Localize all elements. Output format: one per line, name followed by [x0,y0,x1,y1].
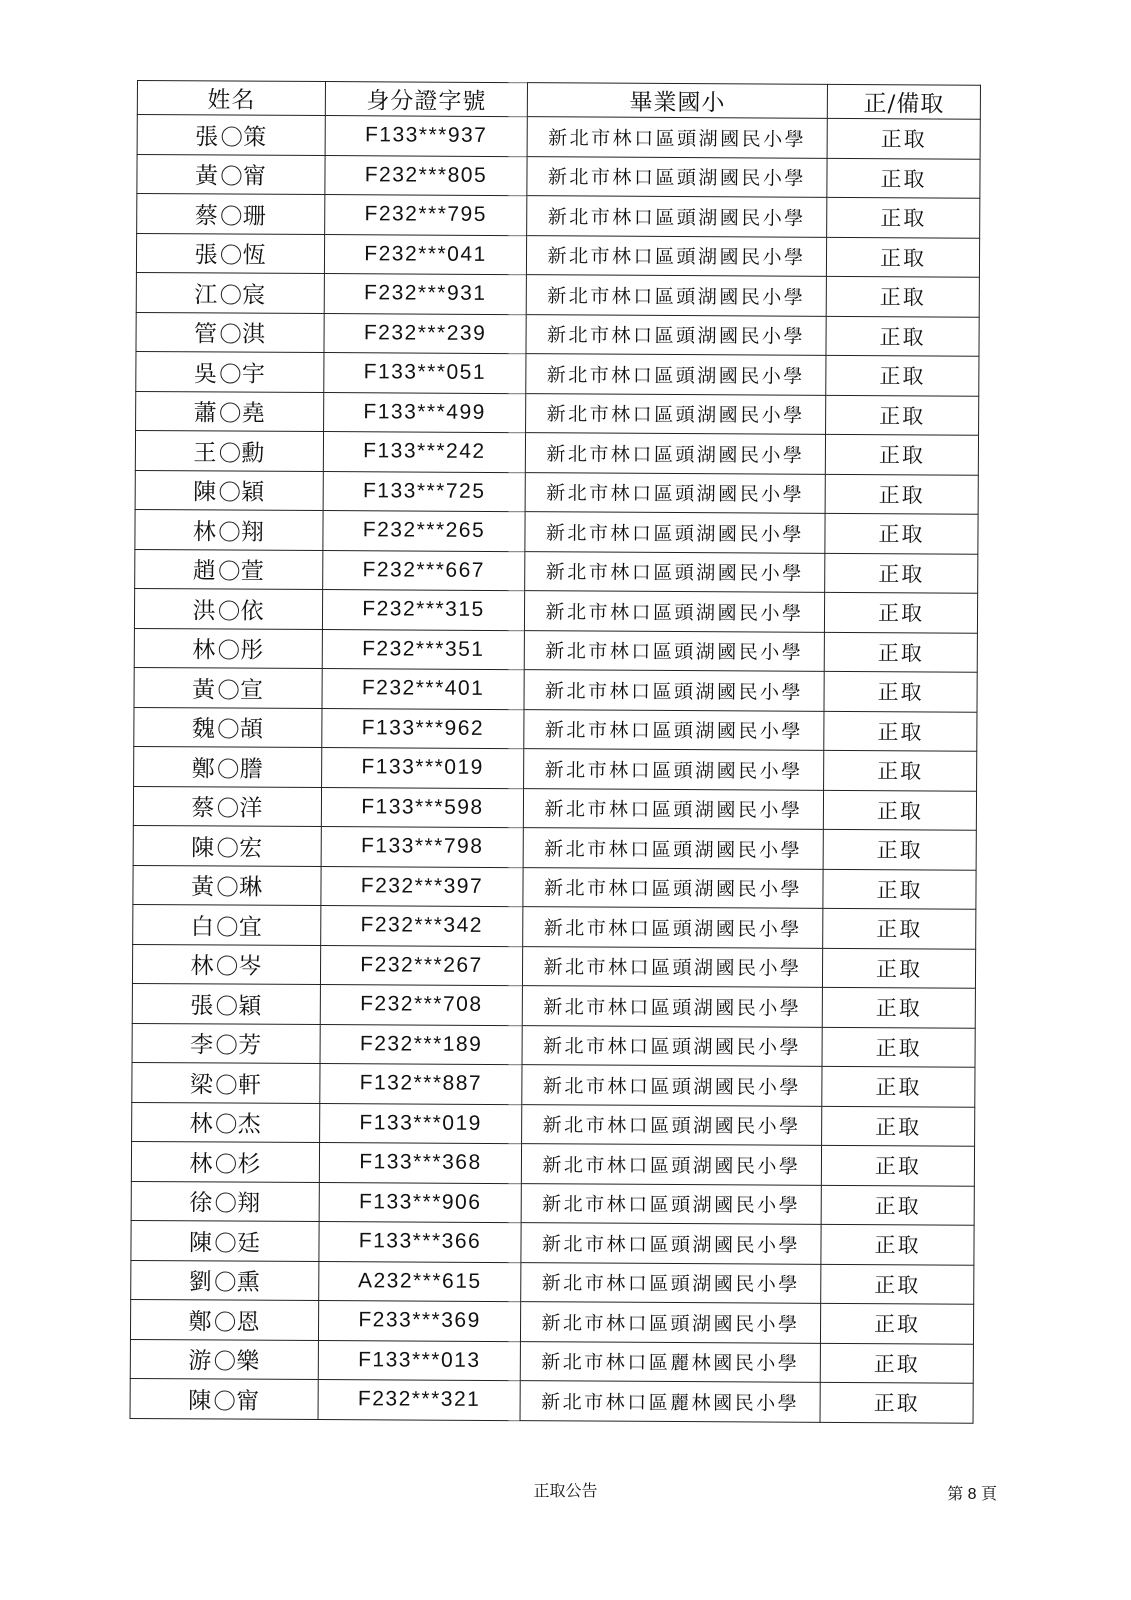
surname: 蔡 [194,203,219,230]
id-number-cell: F133***598 [321,787,523,828]
student-name-cell [130,1339,318,1380]
table-row [133,904,976,948]
name-mask-circle-icon [220,363,240,383]
school-cell: 新北市林口區頭湖國民小學 [525,551,825,592]
student-name-cell [136,233,324,274]
table-row [136,233,979,277]
table-row [137,115,980,159]
status-cell: 正取 [820,1343,973,1383]
name-mask-circle-icon [219,521,239,541]
given-name: 宏 [239,835,264,862]
given-name: 彤 [240,637,265,664]
id-number-cell: F133***051 [324,353,526,394]
surname: 鄭 [191,756,216,783]
table-row [132,1023,975,1067]
id-number-cell: F133***937 [325,116,527,157]
student-name-cell [131,1260,319,1301]
surname: 黃 [194,163,220,190]
id-number-cell: F133***368 [319,1143,521,1184]
table-header-row [137,81,980,120]
table-row [130,1339,973,1383]
name-mask-circle-icon [215,1153,235,1173]
status-cell: 正取 [822,948,975,988]
status-cell: 正取 [821,1264,974,1304]
id-number-cell: F232***351 [322,629,524,670]
student-name-cell [134,588,322,629]
status-cell: 正取 [822,1027,975,1067]
status-cell: 正取 [826,276,979,316]
school-cell: 新北市林口區頭湖國民小學 [526,275,826,316]
table-row [135,509,978,553]
status-cell: 正取 [825,513,978,553]
table-row [136,312,979,356]
student-name-cell [132,983,320,1024]
name-mask-circle-icon [214,1351,234,1371]
header-name: 姓名 [137,81,325,116]
table-row [137,194,980,238]
name-mask-circle-icon [217,798,237,818]
given-name: 岑 [238,953,263,980]
table-row [133,786,976,830]
name-mask-circle-icon [219,442,239,462]
student-name-cell [133,904,321,945]
table-row [134,667,977,711]
name-mask-circle-icon [220,284,240,304]
id-number-cell: F232***795 [325,195,527,236]
table-row [136,391,979,435]
given-name: 杉 [237,1151,262,1178]
given-name: 穎 [241,479,266,506]
name-mask-circle-icon [217,877,237,897]
status-cell: 正取 [821,1145,974,1185]
student-name-cell [132,1062,320,1103]
school-cell: 新北市林口區頭湖國民小學 [526,314,826,355]
given-name: 甯 [242,163,268,190]
surname: 趙 [192,558,217,585]
student-name-cell [130,1299,318,1340]
given-name: 宇 [241,361,266,388]
status-cell: 正取 [821,1224,974,1264]
id-number-cell: F133***019 [320,1103,522,1144]
surname: 林 [189,1111,214,1138]
surname: 林 [189,1151,214,1178]
id-number-cell: F233***369 [318,1301,520,1342]
id-number-cell: F232***401 [322,669,524,710]
school-cell: 新北市林口區頭湖國民小學 [527,117,827,158]
table-row [136,351,979,395]
student-name-cell [133,786,321,827]
id-number-cell: F133***019 [322,748,524,789]
school-cell: 新北市林口區頭湖國民小學 [527,196,827,237]
id-number-cell: F232***265 [323,511,525,552]
surname: 蔡 [191,795,216,822]
school-cell: 新北市林口區頭湖國民小學 [524,630,824,671]
school-cell: 新北市林口區頭湖國民小學 [526,235,826,276]
id-number-cell: F133***366 [319,1222,521,1263]
status-cell: 正取 [821,1185,974,1225]
table-row [137,154,980,198]
name-mask-circle-icon [216,956,236,976]
name-mask-circle-icon [216,1114,236,1134]
id-number-cell: A232***615 [319,1261,521,1302]
given-name: 宣 [240,677,265,704]
status-cell: 正取 [820,1382,973,1422]
student-name-cell [134,667,322,708]
status-cell: 正取 [822,987,975,1027]
school-cell: 新北市林口區頭湖國民小學 [523,788,823,829]
school-cell: 新北市林口區頭湖國民小學 [520,1302,820,1343]
surname: 張 [194,242,219,269]
school-cell: 新北市林口區頭湖國民小學 [525,512,825,553]
name-mask-circle-icon [215,1272,235,1292]
surname: 陳 [188,1230,214,1257]
given-name: 頡 [239,716,264,743]
given-name: 芳 [238,1032,263,1059]
id-number-cell: F232***708 [320,985,522,1026]
table-row [130,1299,973,1343]
given-name: 宸 [242,282,267,309]
student-name-cell [137,115,325,156]
id-number-cell: F133***013 [318,1340,520,1381]
student-name-cell [137,154,325,195]
table-row [133,865,976,909]
given-name: 勳 [241,440,266,467]
name-mask-circle-icon [220,324,240,344]
status-cell: 正取 [827,197,980,237]
surname: 江 [194,282,219,309]
school-cell: 新北市林口區頭湖國民小學 [526,354,826,395]
school-cell: 新北市林口區頭湖國民小學 [522,1025,822,1066]
id-number-cell: F232***267 [320,945,522,986]
school-cell: 新北市林口區頭湖國民小學 [524,709,824,750]
surname: 陳 [191,835,216,862]
name-mask-circle-icon [221,126,241,146]
student-name-cell [136,351,324,392]
surname: 李 [190,1032,215,1059]
student-name-cell [134,746,322,787]
table-row [136,272,979,316]
id-number-cell: F133***906 [319,1182,521,1223]
surname: 梁 [189,1072,214,1099]
id-number-cell: F232***931 [324,274,526,315]
status-cell: 正取 [826,316,979,356]
status-cell: 正取 [822,1066,975,1106]
student-name-cell [134,707,322,748]
school-cell: 新北市林口區頭湖國民小學 [524,591,824,632]
footer-title: 正取公告 [533,1483,598,1500]
header-id-number: 身分證字號 [325,82,527,117]
given-name: 洋 [239,795,264,822]
name-mask-circle-icon [216,1035,236,1055]
given-name: 熏 [236,1269,261,1296]
student-name-cell [137,194,325,235]
id-number-cell: F133***962 [322,708,524,749]
given-name: 策 [243,124,268,151]
school-cell: 新北市林口區頭湖國民小學 [525,472,825,513]
surname: 白 [190,914,215,941]
surname: 游 [188,1348,213,1375]
student-name-cell [132,944,320,985]
status-cell: 正取 [826,395,979,435]
table-row [134,628,977,672]
given-name: 翔 [240,519,266,546]
header-elementary-school: 畢業國小 [527,83,827,119]
table-body [130,115,980,1423]
given-name: 琳 [238,874,264,901]
header-admission-status: 正/備取 [827,84,980,119]
surname: 林 [192,519,218,546]
id-number-cell: F232***805 [325,155,527,196]
id-number-cell: F232***189 [320,1024,522,1065]
name-mask-circle-icon [221,166,241,186]
school-cell: 新北市林口區頭湖國民小學 [523,907,823,948]
school-cell: 新北市林口區頭湖國民小學 [523,828,823,869]
student-name-cell [132,1102,320,1143]
given-name: 廷 [236,1230,262,1257]
table-row [131,1260,974,1304]
surname: 鄭 [188,1309,213,1336]
status-cell: 正取 [823,790,976,830]
surname: 林 [190,953,215,980]
status-cell: 正取 [822,1106,975,1146]
table-row [132,983,975,1027]
name-mask-circle-icon [216,1074,236,1094]
student-name-cell [136,312,324,353]
school-cell: 新北市林口區頭湖國民小學 [522,946,822,987]
student-name-cell [133,825,321,866]
table-row [131,1220,974,1264]
given-name: 杰 [237,1111,262,1138]
id-number-cell: F133***798 [321,827,523,868]
status-cell: 正取 [824,711,977,751]
name-mask-circle-icon [215,1311,235,1331]
school-cell: 新北市林口區頭湖國民小學 [521,1223,821,1264]
status-cell: 正取 [824,750,977,790]
id-number-cell: F232***239 [324,313,526,354]
school-cell: 新北市林口區頭湖國民小學 [522,1104,822,1145]
student-name-cell [131,1141,319,1182]
student-name-cell [134,628,322,669]
student-name-cell [135,470,323,511]
name-mask-circle-icon [215,1232,235,1252]
table-row [135,549,978,593]
student-name-cell [135,430,323,471]
surname: 洪 [192,598,217,625]
table-row [132,1102,975,1146]
table-row [131,1181,974,1225]
surname: 魏 [191,716,216,743]
id-number-cell: F232***041 [324,234,526,275]
surname: 陳 [188,1388,213,1415]
table-row [134,746,977,790]
given-name: 甯 [236,1388,261,1415]
name-mask-circle-icon [214,1390,234,1410]
table-row [130,1378,973,1422]
surname: 管 [194,321,219,348]
given-name: 堯 [241,400,266,427]
name-mask-circle-icon [218,758,238,778]
table-row [134,588,977,632]
name-mask-circle-icon [220,245,240,265]
status-cell: 正取 [825,434,978,474]
student-name-cell [135,509,323,550]
table-row [134,707,977,751]
student-name-cell [136,391,324,432]
table-row [135,470,978,514]
school-cell: 新北市林口區頭湖國民小學 [522,1065,822,1106]
name-mask-circle-icon [216,995,236,1015]
school-cell: 新北市林口區頭湖國民小學 [527,156,827,197]
name-mask-circle-icon [215,1193,235,1213]
table-row [133,825,976,869]
status-cell: 正取 [824,671,977,711]
student-name-cell [132,1023,320,1064]
id-number-cell: F232***342 [321,906,523,947]
status-cell: 正取 [824,592,977,632]
id-number-cell: F232***321 [318,1380,520,1421]
name-mask-circle-icon [221,205,241,225]
given-name: 樂 [236,1348,261,1375]
given-name: 萱 [240,558,265,585]
page-number: 第 8 頁 [947,1486,997,1503]
status-cell: 正取 [823,908,976,948]
id-number-cell: F133***242 [323,432,525,473]
given-name: 淇 [242,321,267,348]
school-cell: 新北市林口區頭湖國民小學 [525,433,825,474]
status-cell: 正取 [825,474,978,514]
surname: 黃 [192,677,217,704]
id-number-cell: F133***725 [323,471,525,512]
given-name: 翔 [237,1190,262,1217]
surname: 張 [190,993,215,1020]
given-name: 恆 [242,242,267,269]
id-number-cell: F232***315 [322,590,524,631]
school-cell: 新北市林口區頭湖國民小學 [522,986,822,1027]
school-cell: 新北市林口區麗林國民小學 [520,1341,820,1382]
given-name: 珊 [242,203,267,230]
surname: 黃 [190,874,216,901]
name-mask-circle-icon [220,403,240,423]
given-name: 宜 [238,914,263,941]
given-name: 依 [240,598,265,625]
status-cell: 正取 [827,158,980,198]
student-name-cell [135,549,323,590]
table-row [132,944,975,988]
name-mask-circle-icon [218,600,238,620]
given-name: 恩 [236,1309,261,1336]
school-cell: 新北市林口區頭湖國民小學 [524,670,824,711]
status-cell: 正取 [825,553,978,593]
surname: 王 [193,440,218,467]
status-cell: 正取 [823,829,976,869]
name-mask-circle-icon [217,916,237,936]
surname: 劉 [188,1269,213,1296]
given-name: 軒 [237,1072,262,1099]
table-row [131,1141,974,1185]
id-number-cell: F232***667 [323,550,525,591]
surname: 張 [195,124,220,151]
name-mask-circle-icon [219,482,239,502]
status-cell: 正取 [826,355,979,395]
status-cell: 正取 [824,632,977,672]
school-cell: 新北市林口區頭湖國民小學 [523,867,823,908]
name-mask-circle-icon [217,837,237,857]
table-row [132,1062,975,1106]
admission-table [130,80,981,1423]
id-number-cell: F132***887 [320,1064,522,1105]
status-cell: 正取 [827,118,980,158]
surname: 蕭 [193,400,218,427]
school-cell: 新北市林口區頭湖國民小學 [521,1262,821,1303]
status-cell: 正取 [826,237,979,277]
student-name-cell [130,1378,318,1419]
surname: 林 [192,637,217,664]
school-cell: 新北市林口區頭湖國民小學 [526,393,826,434]
surname: 陳 [193,479,218,506]
status-cell: 正取 [823,869,976,909]
given-name: 穎 [238,993,263,1020]
surname: 徐 [189,1190,214,1217]
name-mask-circle-icon [219,561,239,581]
table-row [135,430,978,474]
school-cell: 新北市林口區頭湖國民小學 [521,1144,821,1185]
student-name-cell [131,1220,319,1261]
student-name-cell [131,1181,319,1222]
name-mask-circle-icon [218,640,238,660]
given-name: 謄 [239,756,264,783]
id-number-cell: F133***499 [324,392,526,433]
surname: 吳 [193,361,218,388]
school-cell: 新北市林口區麗林國民小學 [520,1381,820,1422]
student-name-cell [136,272,324,313]
name-mask-circle-icon [218,679,238,699]
school-cell: 新北市林口區頭湖國民小學 [521,1183,821,1224]
name-mask-circle-icon [218,719,238,739]
school-cell: 新北市林口區頭湖國民小學 [524,749,824,790]
status-cell: 正取 [820,1303,973,1343]
student-name-cell [133,865,321,906]
id-number-cell: F232***397 [321,866,523,907]
